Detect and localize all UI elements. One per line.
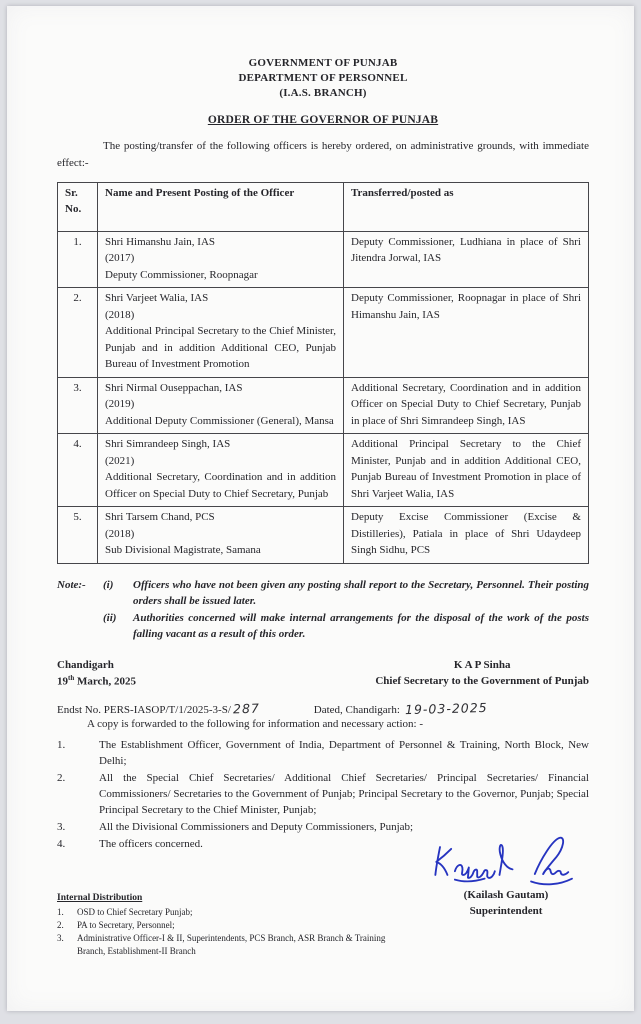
- item-number: 3.: [57, 932, 64, 943]
- notes-section: [57, 577, 589, 643]
- row-transfer: Deputy Excise Commissioner (Excise & Distilleries), Patiala in place of Shri Udaydeep Singh Sidhu, PCS: [344, 507, 589, 564]
- note-text: Officers who have not been given any posting shall report to the Secretary, Personnel. Their posting orders shall be issued later.: [133, 578, 589, 608]
- list-item: [57, 771, 589, 819]
- signatory-name: (Kailash Gautam): [463, 888, 549, 901]
- table-row: [58, 377, 589, 434]
- item-number: 4.: [57, 838, 66, 850]
- present-posting: Additional Principal Secretary to the Chief Minister, Punjab and in addition Additional CEO, Punjab Bureau of Investment Promotion: [105, 325, 336, 371]
- intro-paragraph: The posting/transfer of the following officers is hereby ordered, on administrative grounds, with immediate effect:-: [57, 139, 589, 170]
- note-number: (i): [103, 578, 114, 591]
- note-item: [57, 610, 589, 643]
- internal-distribution: [57, 892, 387, 958]
- row-name-posting: [98, 288, 344, 378]
- sign-off-row: [57, 657, 589, 691]
- document-paper: [7, 6, 634, 1011]
- batch-year: (2021): [105, 454, 135, 467]
- item-text: All the Special Chief Secretaries/ Additional Chief Secretaries/ Principal Secretaries/ Financial Commissioners/ Secretaries to the Government of Punjab; Principal Secretary to the Governor, Punjab; Special Principal Secretary to the Chief Minister, Punjab;: [99, 772, 589, 817]
- present-posting: Additional Deputy Commissioner (General), Mansa: [105, 414, 334, 427]
- row-sr: 3.: [58, 377, 98, 434]
- row-transfer: Deputy Commissioner, Ludhiana in place of Shri Jitendra Jorwal, IAS: [344, 231, 589, 288]
- copy-forwarded-line: A copy is forwarded to the following for information and necessary action: -: [87, 718, 424, 731]
- batch-year: (2018): [105, 527, 135, 540]
- batch-year: (2018): [105, 308, 135, 321]
- col-header-transferred: Transferred/posted as: [344, 182, 589, 231]
- row-name-posting: [98, 231, 344, 288]
- org-line-1: GOVERNMENT OF PUNJAB: [248, 57, 398, 69]
- item-number: 1.: [57, 906, 64, 917]
- note-label: Note:-: [57, 578, 86, 591]
- signatory-designation: Superintendent: [469, 904, 543, 917]
- dated-handwritten: 19-03-2025: [404, 700, 488, 718]
- item-number: 1.: [57, 739, 66, 752]
- note-number: (ii): [103, 611, 117, 624]
- item-text: The Establishment Officer, Government of India, Department of Personnel & Training, North Block, New Delhi;: [99, 739, 589, 768]
- table-row: [58, 434, 589, 507]
- batch-year: (2017): [105, 252, 135, 265]
- internal-distribution-title: Internal Distribution: [57, 892, 143, 903]
- row-sr: 4.: [58, 434, 98, 507]
- row-name-posting: [98, 507, 344, 564]
- row-transfer: Additional Principal Secretary to the Chief Minister, Punjab and in addition Additional CEO, Punjab Bureau of Investment Promotion in place of Shri Varjeet Walia, IAS: [344, 434, 589, 507]
- present-posting: Sub Divisional Magistrate, Samana: [105, 544, 261, 557]
- authority-block: [375, 657, 589, 690]
- officer-name: Shri Varjeet Walia, IAS: [105, 292, 209, 305]
- col-header-name-posting: Name and Present Posting of the Officer: [98, 182, 344, 231]
- list-item: [57, 932, 387, 958]
- authority-designation: Chief Secretary to the Government of Punjab: [375, 675, 589, 688]
- officer-name: Shri Himanshu Jain, IAS: [105, 235, 215, 248]
- row-transfer: Deputy Commissioner, Roopnagar in place of Shri Himanshu Jain, IAS: [344, 288, 589, 378]
- row-sr: 5.: [58, 507, 98, 564]
- item-number: 2.: [57, 919, 64, 930]
- endorsement-line: [57, 701, 589, 716]
- note-text: Authorities concerned will make internal arrangements for the disposal of the work of the posts falling vacant as a result of this order.: [133, 611, 589, 641]
- endst-number-handwritten: 287: [232, 701, 260, 717]
- table-row: [58, 231, 589, 288]
- item-number: 3.: [57, 821, 66, 834]
- handwritten-signature-icon: [427, 830, 585, 892]
- officer-name: Shri Nirmal Ouseppachan, IAS: [105, 381, 243, 394]
- signature-block: [427, 830, 589, 920]
- table-row: [58, 288, 589, 378]
- endst-number-label: Endst No. PERS-IASOP/T/1/2025-3-S/ 287: [57, 701, 260, 717]
- list-item: [57, 919, 387, 932]
- row-sr: 1.: [58, 231, 98, 288]
- transfer-table: [57, 182, 589, 564]
- officer-name: Shri Tarsem Chand, PCS: [105, 511, 215, 524]
- item-text: OSD to Chief Secretary Punjab;: [77, 906, 193, 917]
- item-text: The officers concerned.: [99, 838, 203, 850]
- row-sr: 2.: [58, 288, 98, 378]
- table-row: [58, 507, 589, 564]
- list-item: [57, 906, 387, 919]
- col-header-sr-no: Sr. No.: [58, 182, 98, 231]
- table-header-row: [58, 182, 589, 231]
- item-text: All the Divisional Commissioners and Deputy Commissioners, Punjab;: [99, 821, 414, 834]
- item-text: PA to Secretary, Personnel;: [77, 919, 175, 930]
- row-transfer: Additional Secretary, Coordination and in addition Officer on Special Duty to Chief Secretary, Punjab in place of Shri Simrandeep Singh, IAS: [344, 377, 589, 434]
- present-posting: Deputy Commissioner, Roopnagar: [105, 268, 258, 281]
- order-date: 19th March, 2025: [57, 674, 137, 688]
- org-line-3: (I.A.S. BRANCH): [279, 86, 367, 99]
- authority-name: K A P Sinha: [453, 658, 511, 671]
- row-name-posting: [98, 377, 344, 434]
- org-line-2: DEPARTMENT OF PERSONNEL: [238, 71, 408, 84]
- document-header: [57, 56, 589, 101]
- item-text: Administrative Officer-I & II, Superintendents, PCS Branch, ASR Branch & Training Branch, Establishment-II Branch: [77, 932, 386, 956]
- row-name-posting: [98, 434, 344, 507]
- note-item: [57, 577, 589, 610]
- item-number: 2.: [57, 772, 66, 785]
- list-item: [57, 738, 589, 770]
- present-posting: Additional Secretary, Coordination and in addition Officer on Special Duty to Chief Secretary, Punjab: [105, 471, 336, 500]
- officer-name: Shri Simrandeep Singh, IAS: [105, 438, 231, 451]
- batch-year: (2019): [105, 398, 135, 411]
- dated-label: Dated, Chandigarh: 19-03-2025: [313, 700, 488, 718]
- order-title: ORDER OF THE GOVERNOR OF PUNJAB: [207, 113, 439, 126]
- footer-row: [57, 854, 589, 958]
- place: Chandigarh: [57, 658, 114, 671]
- place-date-block: [57, 657, 136, 691]
